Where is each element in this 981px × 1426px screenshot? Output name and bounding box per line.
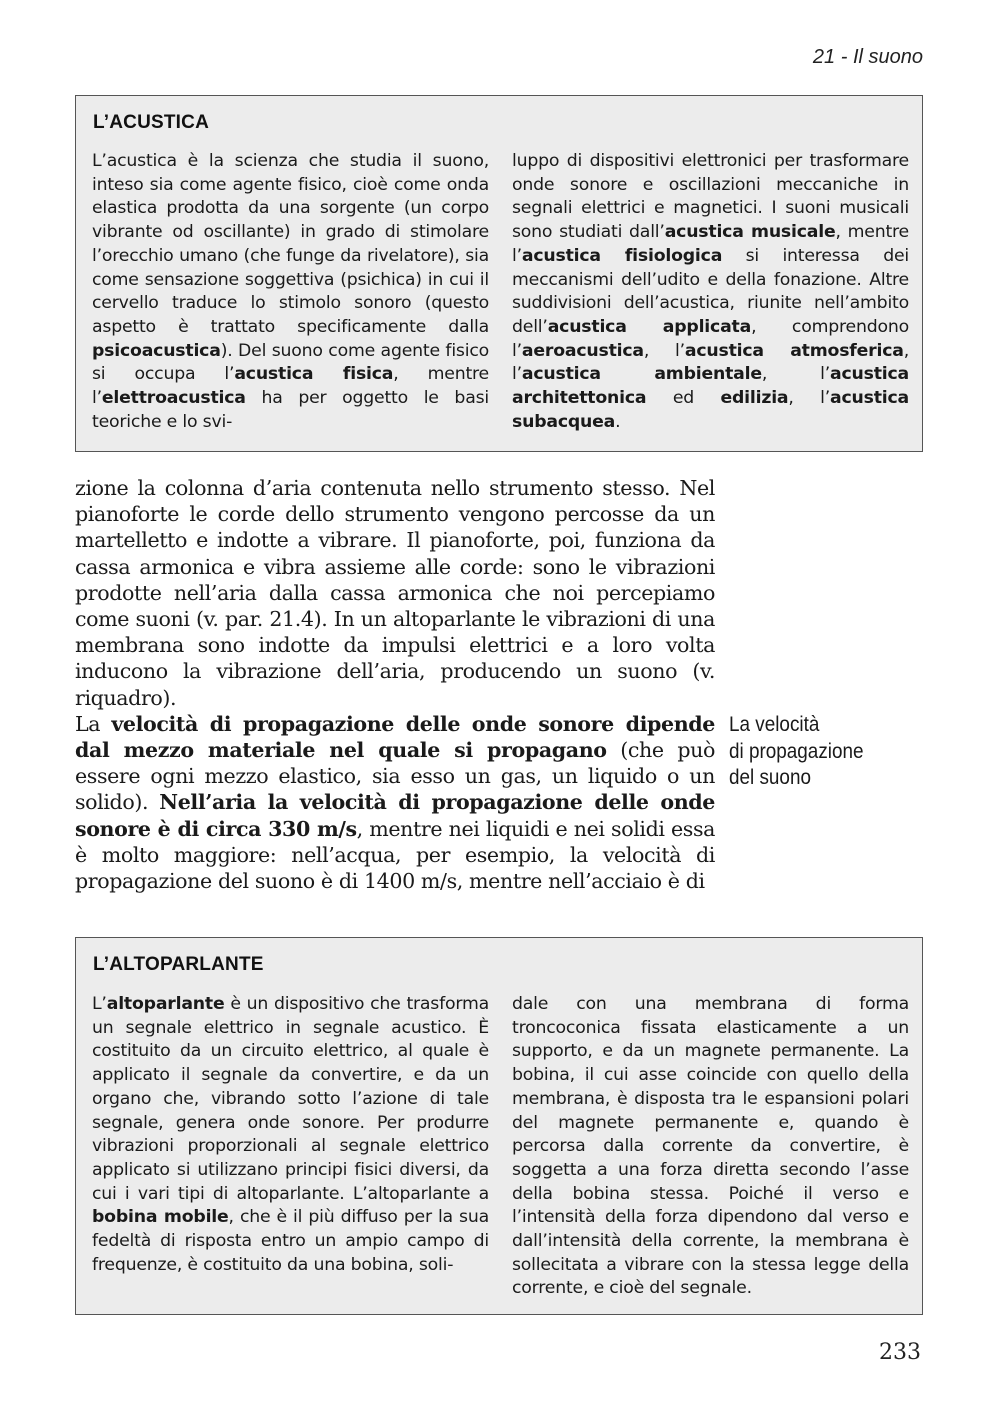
body-paragraph xyxy=(75,711,715,894)
text-run: L’acustica è la scienza che studia il suono, inteso sia come agente fisico, cioè come onda elastica prodotta da una sorgente (un corpo vibrante od oscillante) in grado di stimolare l’orecchio umano (che funge da rivelatore), sia come sensazione soggettiva (psichica) in cui il cervello traduce lo stimolo sonoro (questo aspetto è trattato specificamente dalla xyxy=(92,151,489,337)
bold-term: acustica musicale xyxy=(664,222,836,243)
text-run: si interessa dei meccanismi dell’udito e della fonazione. Altre suddivisioni dell’acustica, riunite nell’ambito dell’ xyxy=(512,245,909,337)
text-run: La xyxy=(75,711,112,736)
text-run: . xyxy=(615,411,621,432)
text-run: è un dispositivo che trasforma un segnale elettrico in segnale acustico. È costituito da un circuito elettrico, al quale è applicato il segnale da convertire, e da un organo che, vibrando sotto l’azione di tale segnale, genera onde sonore. Per produrre vibrazioni proporzionali al segnale elettrico applicato si utilizzano principi fisici diversi, da cui i vari tipi di altoparlante. L’altoparlante a xyxy=(92,994,489,1204)
box-title: L’ALTOPARLANTE xyxy=(93,954,264,975)
text-run: , l’ xyxy=(643,340,685,361)
bold-term: psicoacustica xyxy=(92,340,221,361)
text-run: dale con una membrana di forma troncoconica fissata elasticamente a un supporto, e da un magnete permanente. La bobina, il cui asse coincide con quello della membrana, è disposta tra le espansioni polari del magnete permanente e, quando è percorsa dalla corrente da convertire, è soggetta a una forza diretta secondo l’asse della bobina stessa. Poiché il verso e l’intensità della forza dipendono dal verso e dall’intensità della corrente, la membrana è sollecitata a vibrare con la stessa legge della corrente, e cioè del segnale. xyxy=(512,994,909,1299)
page-number: 233 xyxy=(879,1340,921,1365)
bold-term: acustica subacquea xyxy=(512,388,909,432)
text-run: luppo di dispositivi elettronici per trasformare onde sonore e oscillazioni meccaniche in segnali elettrici e magnetici. I suoni musicali sono studiati dall’ xyxy=(512,151,909,243)
bold-term: acustica fisica xyxy=(234,364,394,385)
box-column-right xyxy=(512,993,909,1301)
box-title: L’ACUSTICA xyxy=(93,112,209,133)
text-run: , l’ xyxy=(788,388,831,409)
bold-term: edilizia xyxy=(720,388,789,409)
running-head: 21 - Il suono xyxy=(812,46,923,68)
bold-term: acustica architettonica xyxy=(512,364,910,409)
body-paragraph xyxy=(75,475,715,711)
bold-term: velocità di propagazione delle onde sonore dipende dal mezzo materiale nel quale si propagano xyxy=(75,711,715,763)
text-run: , mentre nei liquidi e nei solidi essa è molto maggiore: nell’acqua, per esempio, la velocità di propagazione del suono è di 1400 m/s, mentre nell’acciaio è di xyxy=(75,816,715,894)
box-column-left xyxy=(92,150,489,434)
bold-term: acustica fisiologica xyxy=(521,245,723,266)
text-run: , l’ xyxy=(761,364,831,385)
text-run: zione la colonna d’aria contenuta nello strumento stesso. Nel pianoforte le corde dello strumento vengono percosse da un martelletto e indotte a vibrare. Il pianoforte, poi, funziona da cassa armonica e vibra assieme alle corde: sono le vibrazioni prodotte nell’aria dalla cassa armonica che noi percepiamo come suoni (v. par. 21.4). In un altoparlante le vibrazioni di una membrana sono indotte da impulsi elettrici e a loro volta inducono la vibrazione dell’aria, producendo un suono (v. riquadro). xyxy=(75,476,715,710)
bold-term: aeroacustica xyxy=(521,340,644,361)
margin-note-line: di propagazione xyxy=(729,739,864,763)
bold-term: acustica atmosferica xyxy=(684,340,904,361)
text-run: , che è il più diffuso per la sua fedeltà di risposta entro un ampio campo di frequenze, è costituito da una bobina, soli- xyxy=(92,1207,489,1275)
text-run: ). Del suono come agente fisico si occupa l’ xyxy=(92,340,489,385)
text-run: ed xyxy=(646,388,721,409)
box-column-left xyxy=(92,993,489,1277)
bold-term: Nell’aria la velocità di propagazione delle onde sonore è di circa 330 m/s xyxy=(75,790,715,841)
body-text xyxy=(75,475,715,894)
bold-term: elettroacustica xyxy=(101,388,246,409)
text-run: , l’ xyxy=(512,340,909,385)
box-acustica xyxy=(75,95,923,452)
text-run: , comprendono l’ xyxy=(512,316,909,361)
margin-note-line: del suono xyxy=(729,766,811,789)
bold-term: bobina mobile xyxy=(92,1207,229,1228)
text-run: (che può essere ogni mezzo elastico, sia esso un gas, un liquido o un solido). xyxy=(75,738,715,815)
margin-note-line: La velocità xyxy=(729,713,820,736)
text-run: , mentre l’ xyxy=(512,222,909,266)
text-run: L’ xyxy=(92,994,107,1014)
bold-term: acustica applicata xyxy=(547,316,752,337)
text-run: ha per oggetto le basi teoriche e lo svi- xyxy=(92,388,489,432)
text-run: , mentre l’ xyxy=(92,364,489,409)
box-altoparlante xyxy=(75,937,923,1315)
box-column-right xyxy=(512,150,909,434)
bold-term: altoparlante xyxy=(106,994,225,1014)
bold-term: acustica ambientale xyxy=(521,364,762,385)
margin-note xyxy=(729,712,882,792)
